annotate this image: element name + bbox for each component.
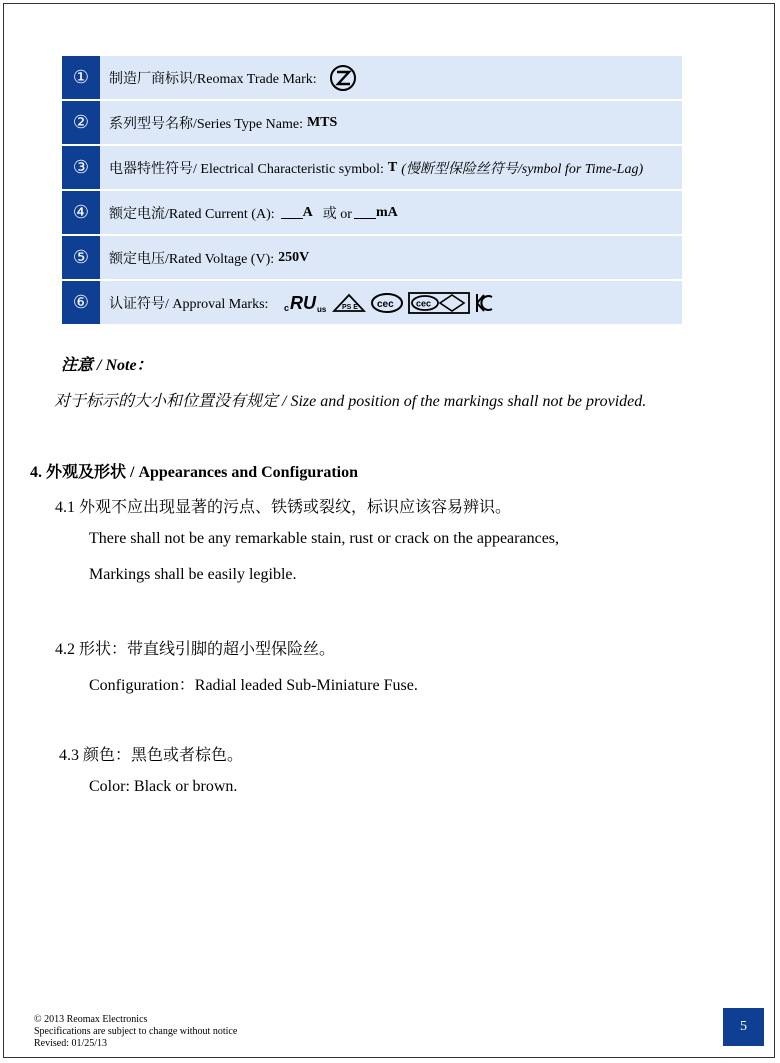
marking-number: ④ (62, 191, 100, 234)
marking-row-3 (62, 146, 682, 189)
marking-number: ③ (62, 146, 100, 189)
svg-text:cec: cec (377, 298, 395, 310)
marking-number: ① (62, 56, 100, 99)
svg-text:c: c (284, 302, 290, 313)
marking-label: 认证符号/ Approval Marks: (109, 296, 269, 312)
reomax-logo-icon (329, 64, 357, 92)
page-number: 5 (723, 1008, 764, 1046)
footer-copyright: © 2013 Reomax Electronics (34, 1014, 148, 1025)
footer-revised: Revised: 01/25/13 (34, 1038, 108, 1049)
series-name-value: MTS (306, 114, 338, 130)
section-4-2-en: Configuration：Radial leaded Sub-Miniature Fuse. (89, 677, 418, 694)
current-blank-ma (354, 206, 376, 219)
svg-text:PS E: PS E (342, 303, 359, 311)
section-4-2-cn: 4.2 形状：带直线引脚的超小型保险丝。 (55, 641, 336, 658)
characteristic-note: (慢断型保险丝符号/symbol for Time-Lag) (401, 161, 644, 177)
note-label: 注意 / Note： (61, 357, 153, 374)
pse-triangle-icon (332, 293, 366, 313)
section-4-1-cn: 4.1 外观不应出现显著的污点、铁锈或裂纹，标识应该容易辨识。 (55, 499, 512, 516)
note-text: 对于标示的大小和位置没有规定 / Size and position of the markings shall not be provided. (54, 393, 647, 410)
voltage-value: 250V (278, 249, 310, 265)
marking-row-1 (62, 56, 682, 99)
ul-recognized-icon (284, 292, 328, 314)
unit-a: A (302, 204, 313, 220)
marking-number: ⑥ (62, 281, 100, 324)
unit-ma: mA (375, 204, 398, 220)
current-blank (281, 206, 303, 219)
cqc-icon (370, 292, 404, 314)
marking-row-4 (62, 191, 682, 234)
marking-label: 电器特性符号/ Electrical Characteristic symbol: (109, 161, 384, 177)
characteristic-value: T (387, 159, 398, 175)
section-4-1-en-1: There shall not be any remarkable stain, rust or crack on the appearances, (89, 530, 560, 547)
marking-number: ⑤ (62, 236, 100, 279)
svg-text:RU: RU (290, 292, 317, 313)
section-4-1-en-2: Markings shall be easily legible. (89, 566, 297, 583)
svg-text:cec: cec (416, 298, 432, 308)
marking-label: 额定电压/Rated Voltage (V): (109, 251, 275, 267)
cqc-pse-icon (408, 292, 470, 314)
kc-icon (474, 292, 494, 314)
section-4-3-en: Color: Black or brown. (89, 778, 238, 795)
section-4-3-cn: 4.3 颜色：黑色或者棕色。 (59, 747, 244, 764)
footer (34, 1014, 237, 1050)
svg-text:us: us (317, 304, 327, 314)
marking-label: 系列型号名称/Series Type Name: (109, 116, 303, 132)
marking-row-2 (62, 101, 682, 144)
marking-row-5 (62, 236, 682, 279)
section-4-title: 4. 外观及形状 / Appearances and Configuration (30, 464, 359, 481)
marking-number: ② (62, 101, 100, 144)
marking-row-6 (62, 281, 682, 324)
or-text: 或 or (322, 206, 352, 222)
marking-label: 制造厂商标识/Reomax Trade Mark: (109, 71, 317, 87)
footer-notice: Specifications are subject to change without notice (34, 1026, 238, 1037)
marking-label: 额定电流/Rated Current (A): (109, 206, 275, 222)
marking-table (62, 56, 682, 326)
approval-logos (284, 292, 494, 314)
